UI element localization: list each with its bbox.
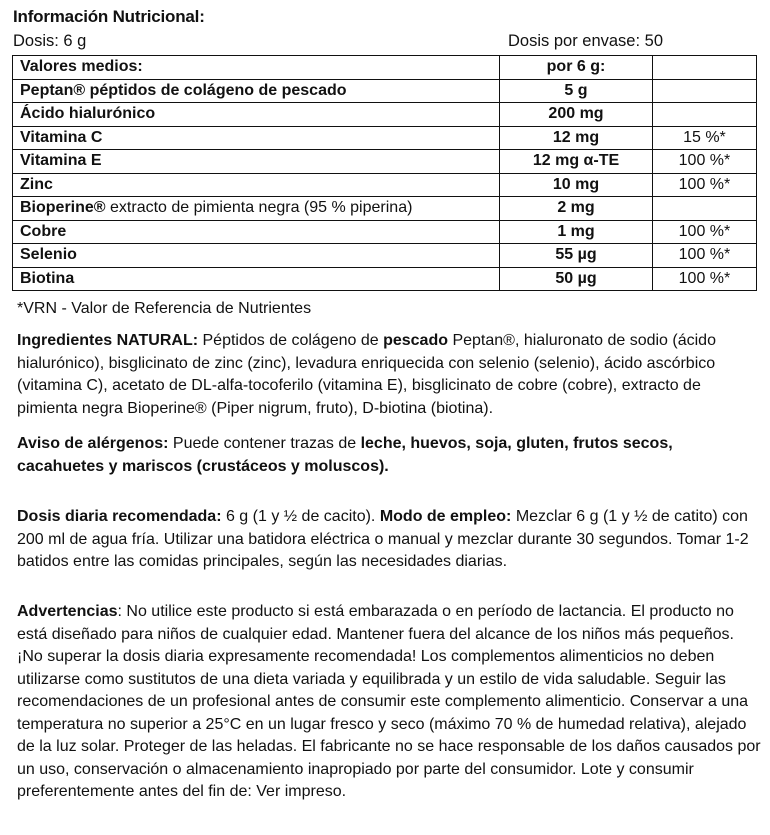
ingredients-text-2: Peptan®, hialuronato de sodio (ácido hialurónico), bisglicinato de zinc (zinc), levadura enriquecida con selenio (selenio), ácido ascórbico (vitamina C), acetato de DL-alfa-tocoferilo (vitamina E), bisglicinato de cobre (cobre), extracto de pimienta negra Bioperine® (Piper nigrum, fruto), D-biotina (biotina).	[17, 332, 716, 417]
nutrient-vrn: 100 %*	[652, 267, 756, 291]
nutrient-name-extra: extracto de pimienta negra (95 % piperina)	[105, 199, 413, 217]
header-amount: por 6 g:	[500, 56, 653, 80]
doses-per-container: Dosis por envase: 50	[508, 32, 664, 50]
nutrient-name: Zinc	[20, 175, 53, 193]
nutrient-vrn: 100 %*	[652, 220, 756, 244]
nutrient-amount: 2 mg	[500, 197, 653, 221]
nutrient-name-cell	[13, 103, 500, 127]
nutrient-vrn	[652, 197, 756, 221]
nutrient-name: Vitamina C	[20, 128, 103, 146]
nutrient-name: Vitamina E	[20, 152, 102, 170]
nutrient-name: Ácido hialurónico	[20, 105, 156, 123]
nutrient-name-cell	[13, 197, 500, 221]
nutrient-amount: 10 mg	[500, 173, 653, 197]
nutrient-amount: 12 mg	[500, 126, 653, 150]
table-row	[13, 244, 757, 268]
nutrient-name-cell	[13, 244, 500, 268]
table-row	[13, 197, 757, 221]
dosage-label: Dosis diaria recomendada:	[17, 508, 222, 525]
table-row	[13, 79, 757, 103]
nutrition-title: Información Nutricional:	[13, 7, 205, 26]
nutrient-name-cell	[13, 150, 500, 174]
dose-size: Dosis: 6 g	[13, 32, 87, 50]
nutrient-name-cell	[13, 267, 500, 291]
nutrient-amount: 55 µg	[500, 244, 653, 268]
nutrient-vrn: 100 %*	[652, 150, 756, 174]
warnings-paragraph	[17, 601, 762, 804]
ingredients-text-1: Péptidos de colágeno de	[198, 332, 384, 349]
warnings-text: : No utilice este producto si está embarazada o en período de lactancia. El producto no está diseñado para niños de cualquier edad. Mantener fuera del alcance de los niños más pequeños. ¡No superar la dosis diaria expresamente recomendada! Los complementos alimenticios no deben utilizarse como sustitutos de una dieta variada y equilibrada y un estilo de vida saludable. Seguir las recomendaciones de un profesional antes de consumir este complemento alimenticio. Conservar a una temperatura no superior a 25°C en un lugar fresco y seco (máximo 70 % de humedad relativa), alejado de la luz solar. Proteger de las heladas. El fabricante no se hace responsable de los daños causados por un uso, conservación o almacenamiento inapropiado por parte del consumidor. Lote y consumir preferentemente antes del fin de: Ver impreso.	[17, 603, 761, 800]
table-row	[13, 267, 757, 291]
nutrient-vrn	[652, 79, 756, 103]
dosage-text-1: 6 g (1 y ½ de cacito).	[221, 508, 380, 525]
usage-label: Modo de empleo:	[379, 508, 512, 525]
table-row	[13, 173, 757, 197]
nutrient-vrn: 100 %*	[652, 244, 756, 268]
allergens-text: Puede contener trazas de	[168, 435, 361, 452]
dosage-paragraph	[17, 506, 762, 574]
table-row	[13, 126, 757, 150]
nutrient-amount: 12 mg α-TE	[500, 150, 653, 174]
allergens-list: leche, huevos, soja, gluten, frutos secos, cacahuetes y mariscos (crustáceos y moluscos).	[17, 435, 673, 475]
header-vrn	[652, 56, 756, 80]
nutrient-name: Biotina	[20, 269, 75, 287]
nutrient-name: Selenio	[20, 246, 77, 264]
allergens-label: Aviso de alérgenos:	[17, 435, 169, 452]
nutrient-amount: 50 µg	[500, 267, 653, 291]
nutrient-amount: 5 g	[500, 79, 653, 103]
nutrient-vrn: 100 %*	[652, 173, 756, 197]
table-row	[13, 150, 757, 174]
allergens-paragraph	[17, 433, 762, 478]
nutrient-name: Bioperine®	[20, 199, 106, 217]
nutrient-name-cell	[13, 173, 500, 197]
nutrient-name: Peptan® péptidos de colágeno de pescado	[20, 81, 347, 99]
nutrient-vrn	[652, 103, 756, 127]
warnings-label: Advertencias	[17, 603, 118, 620]
usage-text: Mezclar 6 g (1 y ½ de catito) con 200 ml de agua fría. Utilizar una batidora eléctrica o manual y mezclar durante 30 segundos. Tomar 1-2 batidos entre las comidas principales, según las necesidades diarias.	[17, 508, 749, 570]
table-header-row	[13, 56, 757, 80]
nutrient-amount: 200 mg	[500, 103, 653, 127]
nutrient-name: Cobre	[20, 222, 67, 240]
nutrient-vrn: 15 %*	[652, 126, 756, 150]
nutrient-name-cell	[13, 79, 500, 103]
nutrient-amount: 1 mg	[500, 220, 653, 244]
ingredients-paragraph	[17, 330, 762, 420]
vrn-footnote: *VRN - Valor de Referencia de Nutrientes	[17, 300, 312, 317]
table-row	[13, 103, 757, 127]
nutrient-name-cell	[13, 220, 500, 244]
ingredients-bold-fish: pescado	[383, 332, 448, 349]
nutrition-table	[12, 55, 757, 291]
table-row	[13, 220, 757, 244]
nutrient-name-cell	[13, 126, 500, 150]
header-name: Valores medios:	[13, 56, 500, 80]
ingredients-label: Ingredientes NATURAL:	[17, 332, 199, 349]
